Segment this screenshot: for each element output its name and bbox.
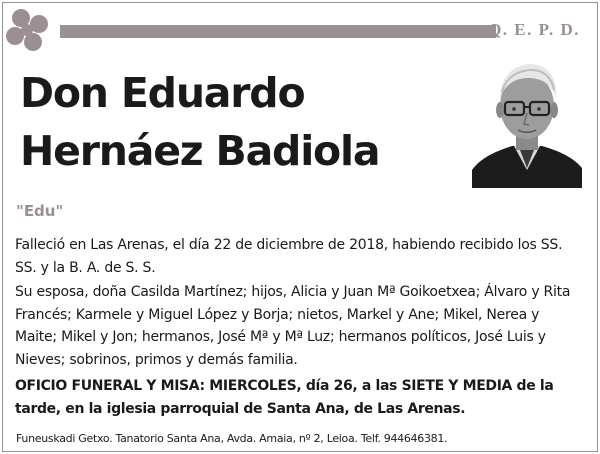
death-announcement: Falleció en Las Arenas, el día 22 de diciembre de 2018, habiendo recibido los SS. SS. y la B. A. de S. S.	[15, 237, 563, 276]
lauburu-icon	[4, 7, 50, 53]
name-line-2: Hernáez Badiola	[20, 127, 380, 175]
funeral-service-info: OFICIO FUNERAL Y MISA: MIERCOLES, día 26, a las SIETE Y MEDIA de la tarde, en la iglesia parroquial de Santa Ana, de Las Arenas.	[15, 378, 554, 417]
funeral-home-footer: Funeuskadi Getxo. Tanatorio Santa Ana, Avda. Amaia, nº 2, Leioa. Telf. 944646381.	[16, 432, 448, 445]
deceased-name	[20, 64, 460, 180]
portrait-photo	[472, 58, 582, 188]
header-divider-bar	[60, 25, 496, 38]
nickname: "Edu"	[16, 202, 64, 220]
name-line-1: Don Eduardo	[20, 69, 305, 117]
family-list: Su esposa, doña Casilda Martínez; hijos, Alicia y Juan Mª Goikoetxea; Álvaro y Rita Francés; Karmele y Miguel López y Borja; nietos, Markel y Ane; Mikel, Nerea y Maite; Mikel y Jon; hermanos, José Mª y Mª Luz; hermanos políticos, José Luis y Nieves; sobrinos, primos y demás familia.	[15, 284, 571, 368]
qepd-label: Q. E. P. D.	[488, 20, 580, 39]
notice-header	[0, 0, 600, 56]
